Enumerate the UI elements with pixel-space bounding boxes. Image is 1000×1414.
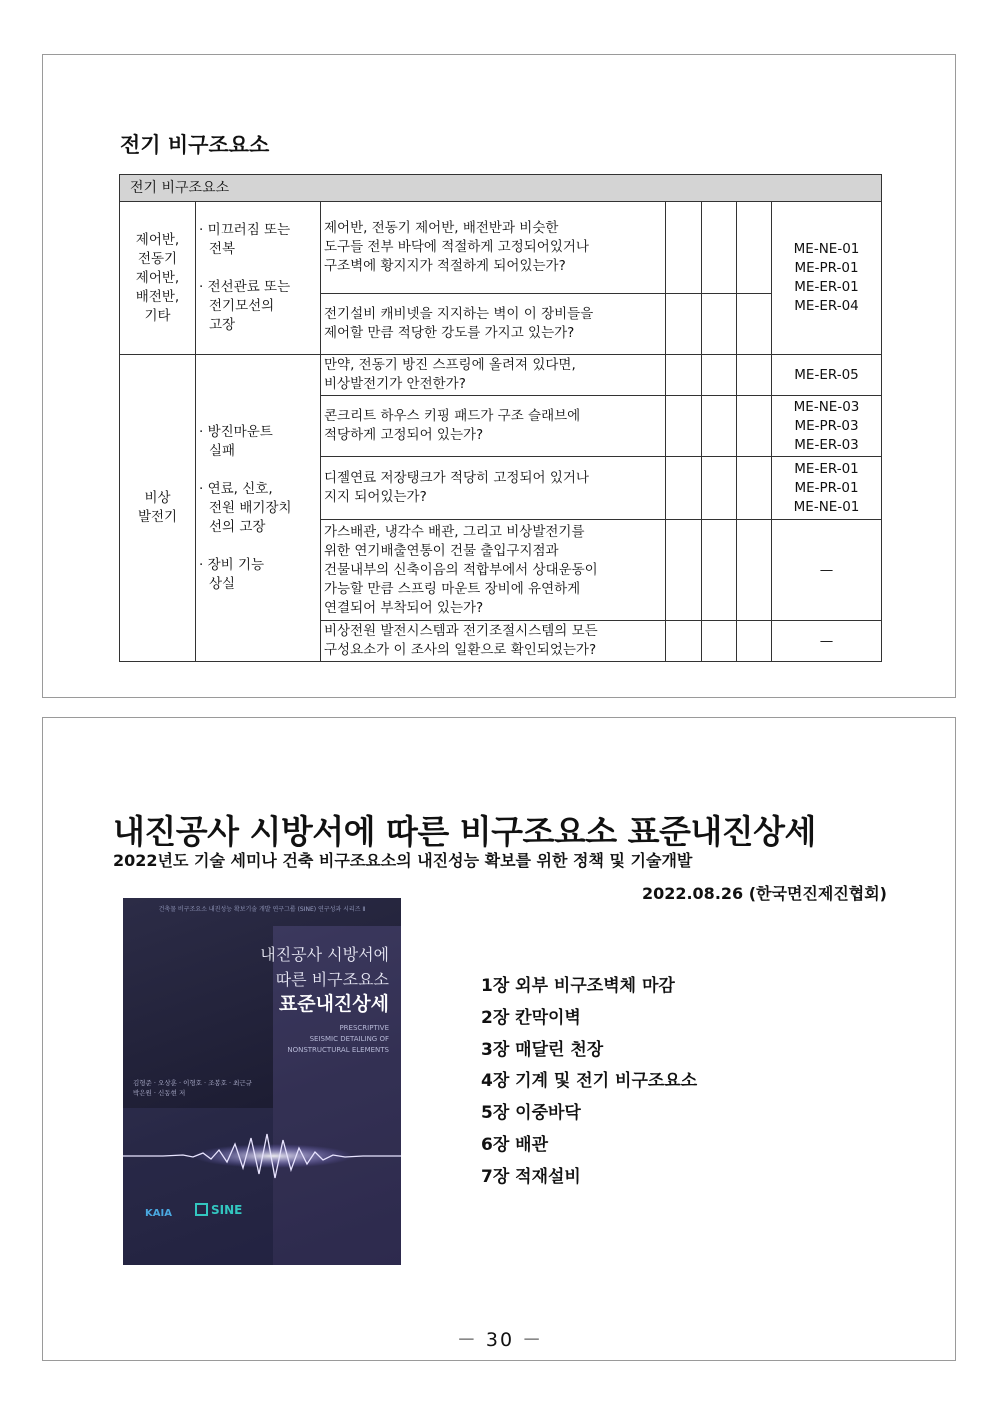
sine-logo-text: SINE <box>211 1203 243 1217</box>
failure-item: · 미끄러짐 또는 전복 <box>199 222 291 257</box>
reference-cell: — <box>772 621 882 662</box>
reference-cell: ME-ER-05 <box>772 355 882 396</box>
sine-logo <box>195 1203 242 1217</box>
failure-item: · 전선관료 또는 전기모선의 고장 <box>199 279 291 333</box>
cover-english-line: NONSTRUCTURAL ELEMENTS <box>287 1046 389 1054</box>
cover-title-line: 내진공사 시방서에 <box>260 945 389 964</box>
check-item: 만약, 전동기 방진 스프링에 올려져 있다면, 비상발전기가 안전한가? <box>321 355 666 396</box>
section-title: 전기 비구조요소 <box>120 133 270 157</box>
check-box-cell[interactable] <box>737 457 772 520</box>
page-number: － 30 － <box>456 1329 544 1351</box>
check-box-cell[interactable] <box>666 520 702 621</box>
cover-title <box>260 942 389 1017</box>
cover-title-line: 따른 비구조요소 <box>275 970 389 989</box>
check-box-cell[interactable] <box>702 520 737 621</box>
check-box-cell[interactable] <box>702 621 737 662</box>
category-cell: 비상 발전기 <box>120 355 196 662</box>
cover-title-line: 표준내진상세 <box>278 993 389 1015</box>
check-box-cell[interactable] <box>702 457 737 520</box>
chapter-item: 5장 이중바닥 <box>481 1103 581 1124</box>
cover-series-band: 건축물 비구조요소 내진성능 확보기술 개발 연구그룹 (SINE) 연구성과 시리즈 Ⅱ <box>158 906 366 913</box>
check-box-cell[interactable] <box>737 355 772 396</box>
table-header: 전기 비구조요소 <box>120 175 882 202</box>
chapter-item: 4장 기계 및 전기 비구조요소 <box>481 1071 698 1092</box>
reference-cell: ME-NE-01 ME-PR-01 ME-ER-01 ME-ER-04 <box>772 202 882 355</box>
check-box-cell[interactable] <box>702 293 737 354</box>
check-box-cell[interactable] <box>702 396 737 457</box>
failure-cell <box>196 202 321 355</box>
check-box-cell[interactable] <box>666 396 702 457</box>
chapter-list <box>481 971 697 1194</box>
checklist-table <box>119 174 882 662</box>
check-box-cell[interactable] <box>737 520 772 621</box>
failure-item: · 연료, 신호, 전원 배기장치 선의 고장 <box>199 480 292 535</box>
check-item: 제어반, 전동기 제어반, 배전반과 비슷한 도구들 전부 바닥에 적절하게 고정되어있거나 구조벽에 황지지가 적절하게 되어있는가? <box>321 202 666 294</box>
slide-title: 내진공사 시방서에 따른 비구조요소 표준내진상세 <box>113 812 816 851</box>
check-item: 콘크리트 하우스 키핑 패드가 구조 슬래브에 적당하게 고정되어 있는가? <box>321 396 666 457</box>
kaia-logo: KAIA <box>145 1208 172 1219</box>
check-box-cell[interactable] <box>666 457 702 520</box>
reference-cell: — <box>772 520 882 621</box>
check-box-cell[interactable] <box>737 202 772 294</box>
slide-subtitle: 2022년도 기술 세미나 건축 비구조요소의 내진성능 확보를 위한 정책 및 기술개발 <box>113 851 693 870</box>
cover-authors: 김형준 · 오상훈 · 이형호 · 조봉호 · 최근규 박은원 · 신동현 저 <box>133 1079 252 1097</box>
failure-cell <box>196 355 321 662</box>
check-box-cell[interactable] <box>666 293 702 354</box>
check-box-cell[interactable] <box>737 621 772 662</box>
check-box-cell[interactable] <box>737 396 772 457</box>
cover-english-line: SEISMIC DETAILING OF <box>309 1035 389 1043</box>
category-cell: 제어반, 전동기 제어반, 배전반, 기타 <box>120 202 196 355</box>
chapter-item: 6장 배관 <box>481 1134 549 1155</box>
check-box-cell[interactable] <box>666 355 702 396</box>
check-box-cell[interactable] <box>702 355 737 396</box>
chapter-item: 2장 칸막이벽 <box>481 1007 581 1028</box>
table-row <box>120 355 882 396</box>
reference-cell: ME-NE-03 ME-PR-03 ME-ER-03 <box>772 396 882 457</box>
chapter-item: 7장 적재설비 <box>481 1166 581 1187</box>
chapter-item: 1장 외부 비구조벽체 마감 <box>481 976 675 996</box>
check-box-cell[interactable] <box>666 202 702 294</box>
cover-english-line: PRESCRIPTIVE <box>339 1024 389 1032</box>
table-row <box>120 202 882 294</box>
cover-english-title <box>287 1023 389 1056</box>
reference-cell: ME-ER-01 ME-PR-01 ME-NE-01 <box>772 457 882 520</box>
table-header-row <box>120 175 882 202</box>
check-box-cell[interactable] <box>666 621 702 662</box>
sine-logo-icon <box>195 1203 208 1216</box>
slide-electrical-checklist <box>42 54 956 698</box>
check-box-cell[interactable] <box>737 293 772 354</box>
failure-item: · 장비 기능 상실 <box>199 556 265 592</box>
check-item: 전기설비 캐비넷을 지지하는 벽이 이 장비들을 제어할 만큼 적당한 강도를 가지고 있는가? <box>321 293 666 354</box>
check-item: 비상전원 발전시스템과 전기조절시스템의 모든 구성요소가 이 조사의 일환으로 확인되었는가? <box>321 621 666 662</box>
seismic-wave-icon <box>123 1126 401 1186</box>
seminar-date: 2022.08.26 (한국면진제진협회) <box>641 884 887 903</box>
book-cover <box>123 898 401 1265</box>
slide-seminar-book <box>42 717 956 1361</box>
chapter-item: 3장 매달린 천장 <box>481 1039 604 1060</box>
failure-item: · 방진마운트 실패 <box>199 423 273 459</box>
check-item: 가스배관, 냉각수 배관, 그리고 비상발전기를 위한 연기배출연통이 건물 출입구지점과 건물내부의 신축이음의 적합부에서 상대운동이 가능할 만큼 스프링 마운트 장비에 유연하게 연결되어 부착되어 있는가? <box>321 520 666 621</box>
check-box-cell[interactable] <box>702 202 737 294</box>
check-item: 디젤연료 저장탱크가 적당히 고정되어 있거나 지지 되어있는가? <box>321 457 666 520</box>
